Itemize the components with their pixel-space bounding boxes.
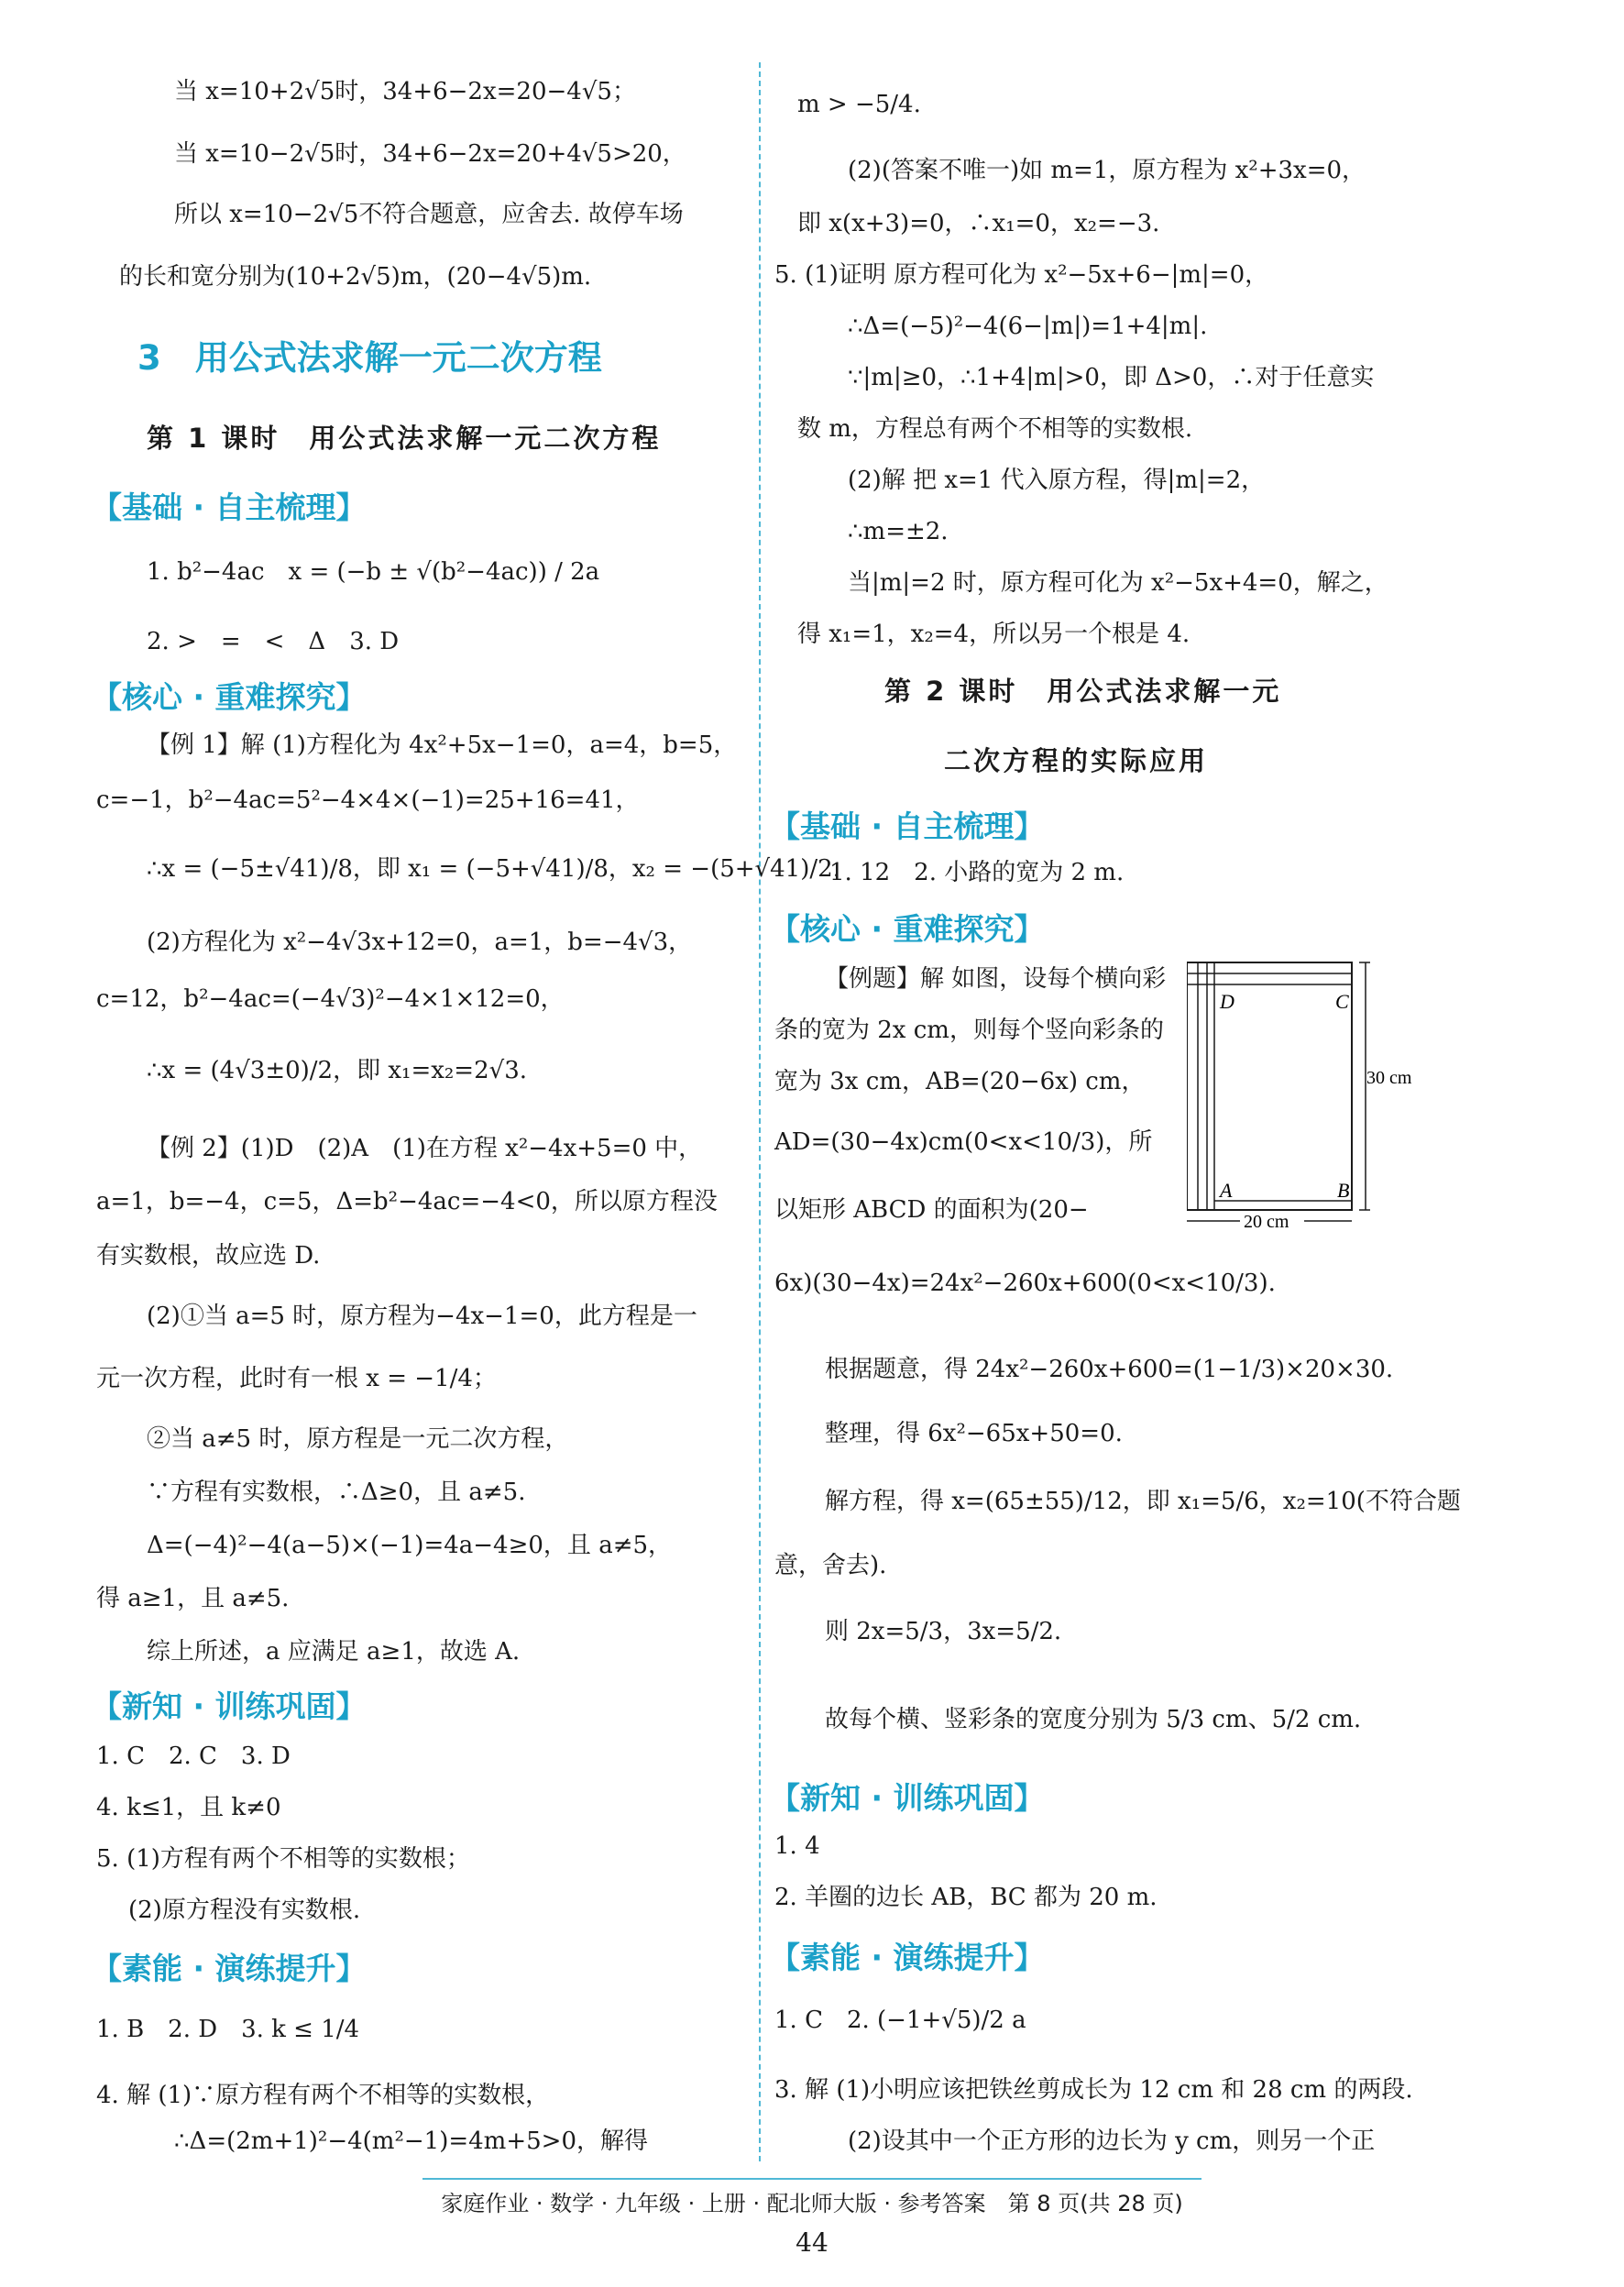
text-line: ∵|m|≥0，∴1+4|m|>0，即 Δ>0，∴对于任意实 [848,364,1375,391]
text-line: 【例 1】解 (1)方程化为 4x²+5x−1=0，a=4，b=5， [147,731,738,759]
text-line: 5. (1)证明 原方程可化为 x²−5x+6−|m|=0， [774,261,1269,289]
width-label: 20 cm [1244,1212,1289,1228]
text-line: c=12，b²−4ac=(−4√3)²−4×1×12=0， [96,985,565,1013]
text-line: 当 x=10−2√5时，34+6−2x=20+4√5>20， [174,140,686,168]
text-line: 1. B 2. D 3. k ≤ 1/4 [96,2016,360,2043]
text-line: 整理，得 6x²−65x+50=0. [825,1420,1123,1447]
text-line: ②当 a≠5 时，原方程是一元二次方程， [147,1425,569,1453]
text-line: 6x)(30−4x)=24x²−260x+600(0<x<10/3). [774,1270,1276,1297]
text-line: 元一次方程，此时有一根 x = −1/4； [96,1365,497,1392]
text-line: c=−1，b²−4ac=5²−4×4×(−1)=25+16=41， [96,786,640,814]
text-line: AD=(30−4x)cm(0<x<10/3)，所 [774,1128,1153,1156]
label-B: B [1337,1179,1350,1202]
text-line: (2)解 把 x=1 代入原方程，得|m|=2， [848,467,1266,494]
text-line: 3. 解 (1)小明应该把铁丝剪成长为 12 cm 和 28 cm 的两段. [774,2076,1413,2104]
text-line: 1. 4 [774,1832,820,1860]
text-line: 数 m，方程总有两个不相等的实数根. [797,415,1193,443]
text-line: ∴m=±2. [848,518,949,545]
text-line: 当 x=10+2√5时，34+6−2x=20−4√5； [174,78,636,105]
section-tag-basic: 【基础 · 自主梳理】 [92,489,367,525]
text-line: ∴x = (−5±√41)/8，即 x₁ = (−5+√41)/8，x₂ = −(5+√41)/2. [147,855,840,883]
page-footer [0,2178,1624,2217]
label-D: D [1220,990,1234,1013]
text-line: 有实数根，故应选 D. [96,1242,321,1270]
text-line: ∴Δ=(−5)²−4(6−|m|)=1+4|m|. [848,313,1208,340]
text-line: m > −5/4. [797,91,921,118]
outer-rectangle [1187,962,1352,1210]
text-line: 根据题意，得 24x²−260x+600=(1−1/3)×20×30. [825,1356,1394,1383]
text-line: 解方程，得 x=(65±55)/12，即 x₁=5/6，x₂=10(不符合题 [825,1488,1461,1515]
section-tag-new: 【新知 · 训练巩固】 [92,1688,367,1724]
lesson-title: 第 1 课时 用公式法求解一元二次方程 [147,423,662,454]
column-divider [759,62,761,2161]
text-line: (2)设其中一个正方形的边长为 y cm，则另一个正 [848,2128,1376,2155]
text-line: 则 2x=5/3，3x=5/2. [825,1618,1062,1645]
text-line: 所以 x=10−2√5不符合题意，应舍去. 故停车场 [174,201,684,228]
text-line: (2)(答案不唯一)如 m=1，原方程为 x²+3x=0， [848,157,1366,184]
text-line: 当|m|=2 时，原方程可化为 x²−5x+4=0，解之， [848,569,1388,597]
basic-answer: 2. > = < Δ 3. D [147,628,400,655]
text-line: 条的宽为 2x cm，则每个竖向彩条的 [774,1017,1164,1044]
text-line: 4. k≤1，且 k≠0 [96,1794,281,1821]
text-line: 4. 解 (1)∵原方程有两个不相等的实数根， [96,2082,550,2109]
label-C: C [1335,990,1349,1013]
page-number: 44 [796,2227,828,2258]
text-line: 【例 2】(1)D (2)A (1)在方程 x²−4x+5=0 中， [147,1135,703,1162]
text-line: 的长和宽分别为(10+2√5)m，(20−4√5)m. [119,263,592,291]
ribbon-rectangle-figure [1187,953,1425,1228]
section-tag-skill: 【素能 · 演练提升】 [92,1951,367,1986]
text-line: 1. C 2. (−1+√5)/2 a [774,2007,1026,2034]
section-tag-basic: 【基础 · 自主梳理】 [770,808,1045,844]
text-line: 意，舍去). [774,1552,887,1579]
text-line: (2)原方程没有实数根. [128,1897,361,1924]
text-line: 2. 羊圈的边长 AB，BC 都为 20 m. [774,1884,1158,1911]
basic-answer: 1. b²−4ac x = (−b ± √(b²−4ac)) / 2a [147,558,600,586]
text-line: ∵方程有实数根，∴Δ≥0，且 a≠5. [147,1479,526,1506]
text-line: 故每个横、竖彩条的宽度分别为 5/3 cm、5/2 cm. [825,1706,1362,1733]
section-tag-core: 【核心 · 重难探究】 [92,679,367,715]
footer-text: 家庭作业 · 数学 · 九年级 · 上册 · 配北师大版 · 参考答案 第 8 页(共 28 页) [422,2178,1201,2217]
text-line: 宽为 3x cm，AB=(20−6x) cm， [774,1068,1146,1095]
text-line: ∴x = (4√3±0)/2，即 x₁=x₂=2√3. [147,1057,528,1084]
section-tag-core: 【核心 · 重难探究】 [770,911,1045,947]
lesson-title: 第 2 课时 用公式法求解一元 [884,676,1282,707]
section-tag-skill: 【素能 · 演练提升】 [770,1940,1045,1975]
text-line: 得 x₁=1，x₂=4，所以另一个根是 4. [797,621,1191,648]
label-A: A [1220,1179,1233,1202]
text-line: ∴Δ=(2m+1)²−4(m²−1)=4m+5>0，解得 [174,2128,648,2155]
basic-answer: 1. 12 2. 小路的宽为 2 m. [829,859,1125,886]
text-line: 【例题】解 如图，设每个横向彩 [825,965,1167,993]
text-line: a=1，b=−4，c=5，Δ=b²−4ac=−4<0，所以原方程没 [96,1188,718,1215]
height-label: 30 cm [1366,1068,1412,1088]
text-line: 得 a≥1，且 a≠5. [96,1585,290,1612]
text-line: 以矩形 ABCD 的面积为(20− [774,1196,1089,1224]
section-title: 3 用公式法求解一元二次方程 [137,338,602,378]
section-tag-new: 【新知 · 训练巩固】 [770,1780,1045,1816]
text-line: 1. C 2. C 3. D [96,1743,291,1770]
text-line: Δ=(−4)²−4(a−5)×(−1)=4a−4≥0，且 a≠5， [147,1532,673,1559]
text-line: 即 x(x+3)=0，∴x₁=0，x₂=−3. [797,210,1160,237]
text-line: 综上所述，a 应满足 a≥1，故选 A. [147,1638,521,1666]
text-line: (2)①当 a=5 时，原方程为−4x−1=0，此方程是一 [147,1303,697,1330]
text-line: (2)方程化为 x²−4√3x+12=0，a=1，b=−4√3， [147,929,693,956]
text-line: 5. (1)方程有两个不相等的实数根； [96,1845,470,1873]
lesson-title: 二次方程的实际应用 [944,745,1209,776]
